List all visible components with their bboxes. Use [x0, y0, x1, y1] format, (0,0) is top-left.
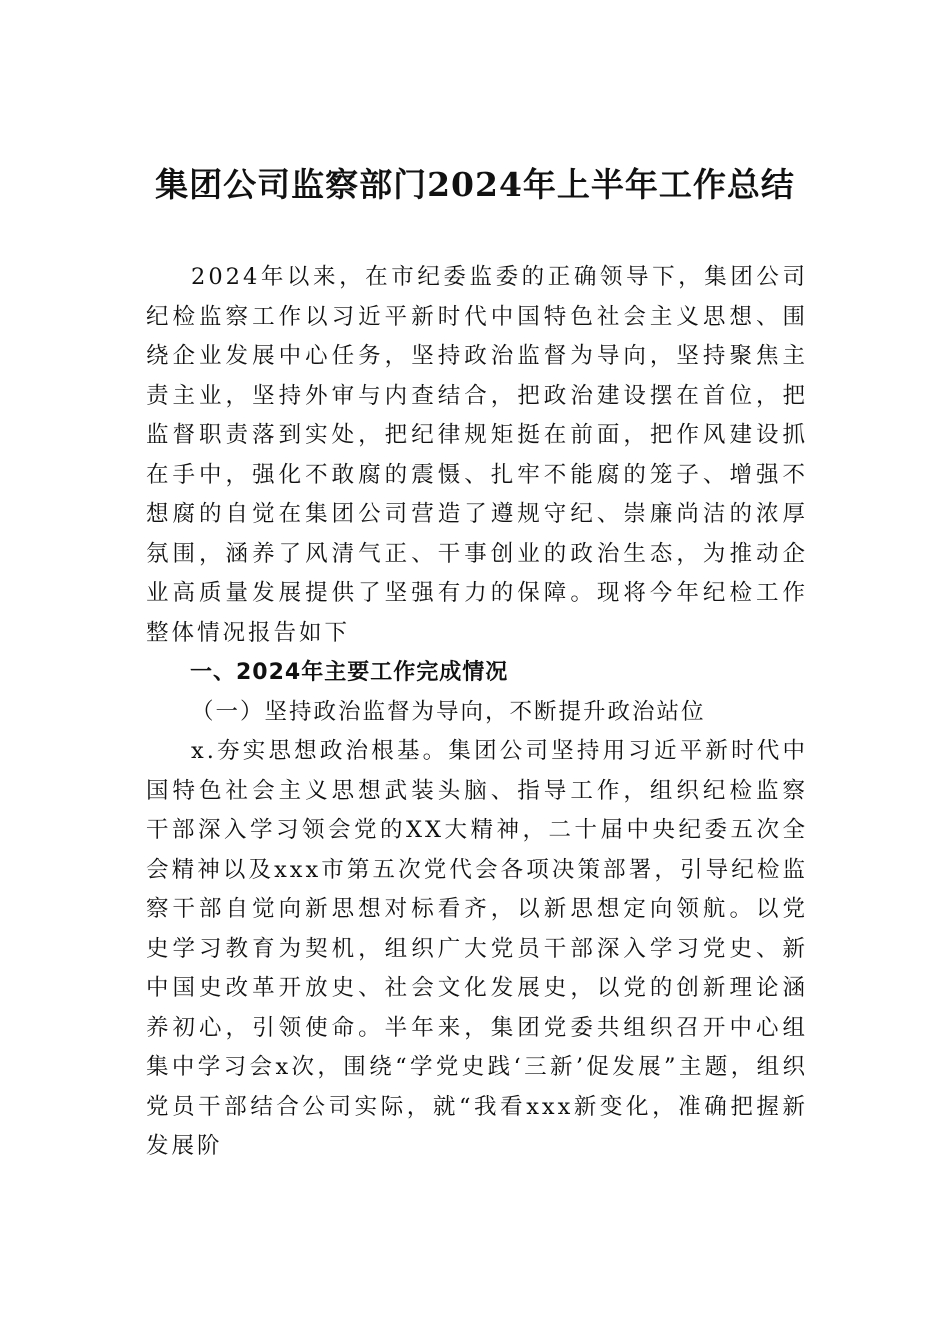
document-body: [146, 258, 808, 1167]
body-paragraph: x.夯实思想政治根基。集团公司坚持用习近平新时代中国特色社会主义思想武装头脑、指导工作，组织纪检监察干部深入学习领会党的XX大精神，二十届中央纪委五次全会精神以及xxx市第五次党代会各项决策部署，引导纪检监察干部自觉向新思想对标看齐，以新思想定向领航。以党史学习教育为契机，组织广大党员干部深入学习党史、新中国史改革开放史、社会文化发展史，以党的创新理论涵养初心，引领使命。半年来，集团党委共组织召开中心组集中学习会x次，围绕“学党史践‘三新’促发展”主题，组织党员干部结合公司实际，就“我看xxx新变化，准确把握新发展阶: [146, 738, 808, 1159]
intro-paragraph: 2024年以来，在市纪委监委的正确领导下，集团公司纪检监察工作以习近平新时代中国特色社会主义思想、围绕企业发展中心任务，坚持政治监督为导向，坚持聚焦主责主业，坚持外审与内查结合，把政治建设摆在首位，把监督职责落到实处，把纪律规矩挺在前面，把作风建设抓在手中，强化不敢腐的震慑、扎牢不能腐的笼子、增强不想腐的自觉在集团公司营造了遵规守纪、崇廉尚洁的浓厚氛围，涵养了风清气正、干事创业的政治生态，为推动企业高质量发展提供了坚强有力的保障。现将今年纪检工作整体情况报告如下: [146, 264, 808, 646]
section-heading: 一、2024年主要工作完成情况: [190, 660, 509, 685]
document-title: 集团公司监察部门2024年上半年工作总结: [155, 165, 795, 204]
subsection-heading: （一）坚持政治监督为导向，不断提升政治站位: [191, 698, 706, 725]
